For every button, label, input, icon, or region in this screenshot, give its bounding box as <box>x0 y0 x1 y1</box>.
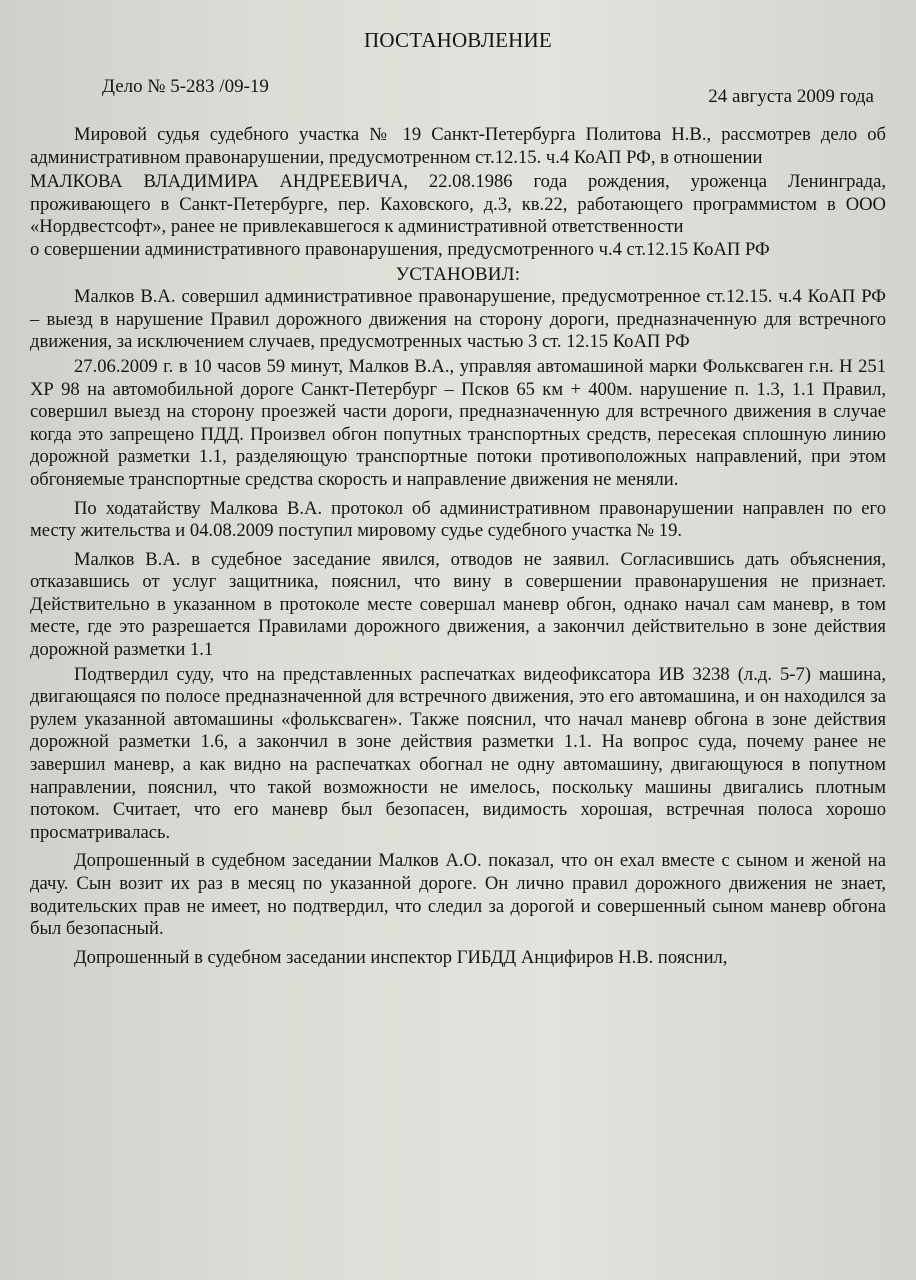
defendant-paragraph: МАЛКОВА ВЛАДИМИРА АНДРЕЕВИЧА, 22.08.1986 года рождения, уроженца Ленинграда, проживающего в Санкт-Петербурге, пер. Каховского, д.3, кв.22, работающего программистом в ООО «Нордвестсофт», ранее не привлекавшегося к административной ответственности <box>30 171 886 238</box>
paragraph-2: 27.06.2009 г. в 10 часов 59 минут, Малков В.А., управляя автомашиной марки Фольксваген г.н. Н 251 ХР 98 на автомобильной дороге Санкт-Петербург – Псков 65 км + 400м. нарушение п. 1.3, 1.1 Правил, совершил выезд на сторону проезжей части дороги, предназначенную для встречного движения в случае когда это запрещено ПДД. Произвел обгон попутных транспортных средств, пересекая сплошную линию дорожной разметки 1.1, разделяющую транспортные потоки противоположных направлений, при этом обгоняемые транспортные средства скорость и направление движения не меняли. <box>30 355 886 490</box>
paragraph-5: Подтвердил суду, что на представленных распечатках видеофиксатора ИВ 3238 (л.д. 5-7) машина, двигающаяся по полосе предназначенной для встречного движения, это его автомашина, и он находился за рулем указанной автомашины «фольксваген». Также пояснил, что начал маневр обгона в зоне действия дорожной разметки 1.6, а закончил в зоне действия разметки 1.1. На вопрос суда, почему ранее не завершил маневр, а как видно на распечатках обогнал не одну автомашину, двигающуюся в попутном направлении, пояснил, что такой возможности не имелось, поскольку машины двигались плотным потоком. Считает, что его маневр был безопасен, видимость хорошая, встречная полоса хорошо просматривалась. <box>30 663 886 843</box>
document-title: ПОСТАНОВЛЕНИЕ <box>364 28 552 52</box>
charge-paragraph: о совершении административного правонарушения, предусмотренного ч.4 ст.12.15 КоАП РФ <box>30 238 770 260</box>
paragraph-6: Допрошенный в судебном заседании Малков А.О. показал, что он ехал вместе с сыном и женой на дачу. Сын возит их раз в месяц по указанной дороге. Он лично правил дорожного движения не знает, водительских прав не имеет, но подтвердил, что следил за дорогой и совершенный сыном маневр обгона был безопасный. <box>30 850 886 940</box>
case-number: Дело № 5-283 /09-19 <box>102 76 269 97</box>
paragraph-7: Допрошенный в судебном заседании инспектор ГИБДД Анцифиров Н.В. пояснил, <box>74 946 728 968</box>
paragraph-1: Малков В.А. совершил административное правонарушение, предусмотренное ст.12.15. ч.4 КоАП РФ – выезд в нарушение Правил дорожного движения на сторону дороги, предназначенную для встречного движения, за исключением случаев, предусмотренных частью 3 ст. 12.15 КоАП РФ <box>30 286 886 353</box>
paragraph-3: По ходатайству Малкова В.А. протокол об административном правонарушении направлен по его месту жительства и 04.08.2009 поступил мировому судье судебного участка № 19. <box>30 497 886 542</box>
section-heading: УСТАНОВИЛ: <box>395 263 521 285</box>
decision-date: 24 августа 2009 года <box>708 86 874 107</box>
paragraph-4: Малков В.А. в судебное заседание явился, отводов не заявил. Согласившись дать объяснения, отказавшись от услуг защитника, пояснил, что вину в совершении правонарушения не признает. Действительно в указанном в протоколе месте совершал маневр обгон, однако начал сам маневр, в том месте, где это разрешается Правилами дорожного движения, а закончил действительно в зоне действия дорожной разметки 1.1 <box>30 548 886 661</box>
intro-paragraph: Мировой судья судебного участка № 19 Санкт-Петербурга Политова Н.В., рассмотрев дело об административном правонарушении, предусмотренном ст.12.15. ч.4 КоАП РФ, в отношении <box>30 124 886 168</box>
document-body <box>30 124 886 969</box>
